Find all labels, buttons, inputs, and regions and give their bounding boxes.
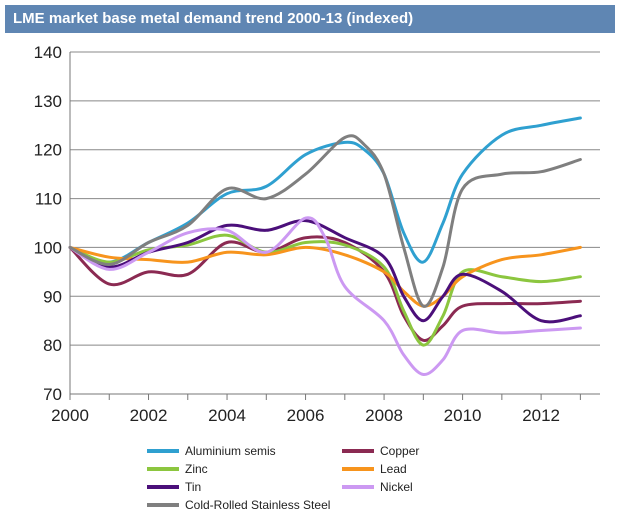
- y-tick-label: 90: [43, 287, 62, 307]
- x-tick-label: 2012: [522, 406, 561, 425]
- chart-title: LME market base metal demand trend 2000-13 (indexed): [13, 10, 414, 27]
- x-tick-label: 2006: [286, 406, 325, 425]
- legend-label-5: Nickel: [380, 480, 413, 494]
- x-tick-label: 2004: [208, 406, 246, 425]
- x-tick-label: 2000: [51, 406, 89, 425]
- y-tick-label: 110: [34, 189, 62, 209]
- y-tick-label: 120: [33, 140, 62, 160]
- y-tick-label: 100: [33, 238, 62, 258]
- legend-label-4: Tin: [185, 480, 202, 494]
- legend-label-0: Aluminium semis: [185, 444, 276, 458]
- legend-label-1: Copper: [380, 444, 420, 458]
- x-tick-label: 2010: [443, 406, 482, 425]
- y-tick-label: 70: [43, 385, 62, 404]
- series-line-6: [70, 136, 580, 307]
- y-tick-label: 130: [33, 91, 62, 111]
- y-tick-label: 80: [43, 336, 62, 356]
- y-tick-label: 140: [33, 43, 62, 62]
- legend-label-6: Cold-Rolled Stainless Steel: [185, 498, 331, 512]
- legend-label-3: Lead: [380, 462, 407, 476]
- legend-label-2: Zinc: [185, 462, 208, 476]
- x-tick-label: 2002: [129, 406, 168, 425]
- x-tick-label: 2008: [365, 406, 403, 425]
